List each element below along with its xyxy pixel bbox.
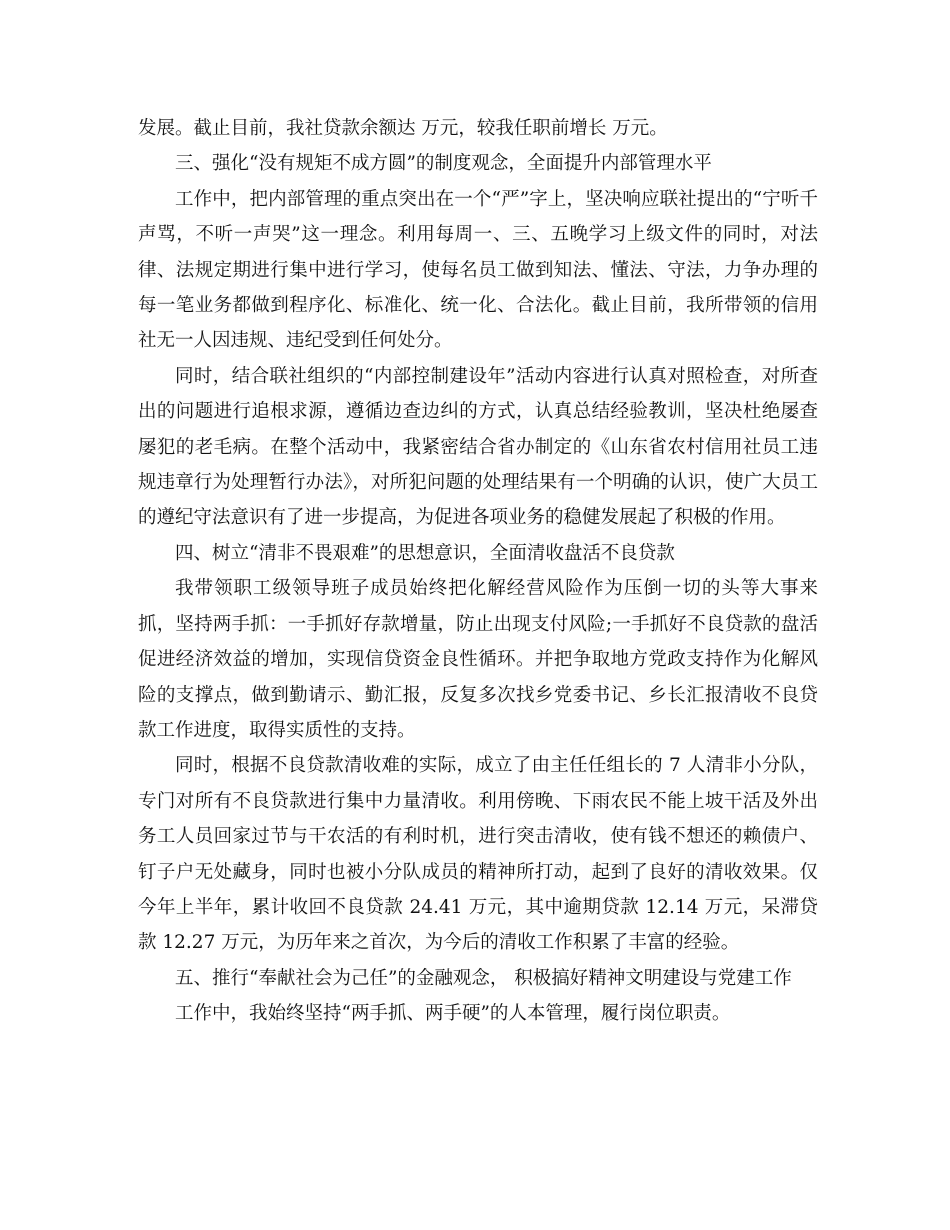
section-heading-five: 五、推行“奉献社会为己任”的金融观念， 积极搞好精神文明建设与党建工作 [175, 967, 792, 989]
paragraph: 同时，根据不良贷款清收难的实际，成立了由主任任组长的 7 人清非小分队，专门对所有不良贷款进行集中力量清收。利用傍晚、下雨农民不能上坡干活及外出务工人员回家过节与干农活的有利时机，进行突击清收，使有钱不想还的赖债户、钉子户无处藏身，同时也被小分队成员的精神所打动，起到了良好的清收效果。仅今年上半年，累计收回不良贷款 24.41 万元，其中逾期贷款 12.14 万元，呆滞贷款 12.27 万元，为历年来之首次，为今后的清收工作积累了丰富的经验。 [138, 755, 818, 954]
paragraph: 工作中，把内部管理的重点突出在一个“严”字上，坚决响应联社提出的“宁听千声骂，不听一声哭”这一理念。利用每周一、三、五晚学习上级文件的同时，对法律、法规定期进行集中进行学习，使每名员工做到知法、懂法、守法，力争办理的每一笔业务都做到程序化、标准化、统一化、合法化。截止目前，我所带领的信用社无一人因违规、违纪受到任何处分。 [138, 188, 818, 352]
paragraph: 工作中，我始终坚持“两手抓、两手硬”的人本管理，履行岗位职责。 [175, 1003, 731, 1025]
section-heading-four: 四、树立“清非不畏艰难”的思想意识，全面清收盘活不良贷款 [175, 542, 675, 564]
paragraph: 我带领职工级领导班子成员始终把化解经营风险作为压倒一切的头等大事来抓，坚持两手抓：一手抓好存款增量，防止出现支付风险;一手抓好不良贷款的盘活促进经济效益的增加，实现信贷资金良性循环。并把争取地方党政支持作为化解风险的支撑点，做到勤请示、勤汇报，反复多次找乡党委书记、乡长汇报清收不良贷款工作进度，取得实质性的支持。 [138, 578, 818, 741]
section-heading-three: 三、强化“没有规矩不成方圆”的制度观念，全面提升内部管理水平 [175, 153, 712, 175]
paragraph-continuation: 发展。截止目前，我社贷款余额达 万元，较我任职前增长 万元。 [138, 118, 668, 139]
paragraph: 同时，结合联社组织的“内部控制建设年”活动内容进行认真对照检查，对所查出的问题进行追根求源，遵循边查边纠的方式，认真总结经验教训，坚决杜绝屡查屡犯的老毛病。在整个活动中，我紧密结合省办制定的《山东省农村信用社员工违规违章行为处理暂行办法》，对所犯问题的处理结果有一个明确的认识，使广大员工的遵纪守法意识有了进一步提高，为促进各项业务的稳健发展起了积极的作用。 [138, 365, 818, 529]
document-body [138, 111, 818, 1032]
